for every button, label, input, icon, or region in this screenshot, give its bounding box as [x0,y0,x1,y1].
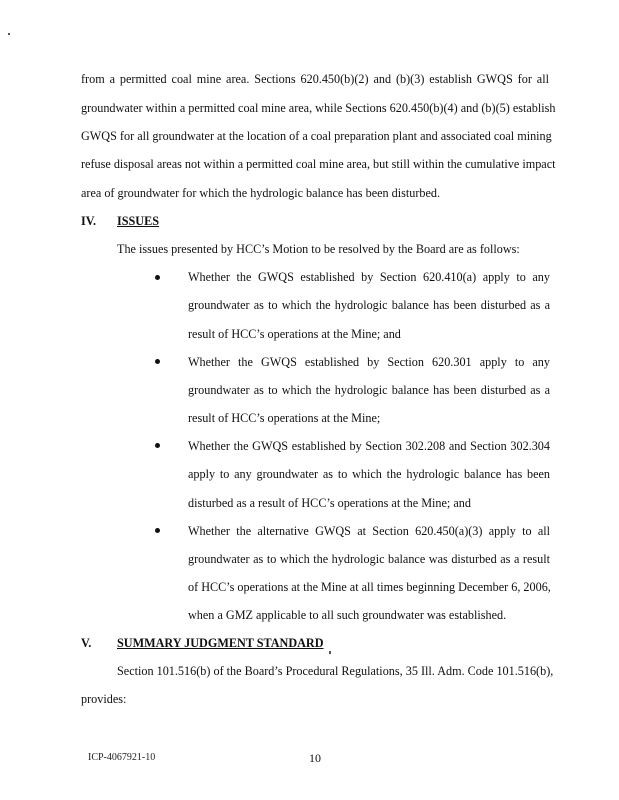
bullet-3-line-3: disturbed as a result of HCC’s operations at the Mine; and [188,496,471,510]
section-iv-lead-in: The issues presented by HCC’s Motion to be resolved by the Board are as follows: [117,242,520,256]
section-v-title: SUMMARY JUDGMENT STANDARD [117,636,324,650]
section-v-number: V. [81,636,92,650]
bullet-2-line-1: Whether the GWQS established by Section 620.301 apply to any [188,355,550,369]
bullet-4-line-1: Whether the alternative GWQS at Section 620.450(a)(3) apply to all [188,524,550,538]
section-iv-title: ISSUES [117,214,160,228]
intro-line-5: area of groundwater for which the hydrologic balance has been disturbed. [81,186,441,200]
page-number: 10 [309,751,321,765]
bullet-3-line-2: apply to any groundwater as to which the hydrologic balance has been [188,467,550,481]
bullet-2-line-3: result of HCC’s operations at the Mine; [188,411,381,425]
scan-speck [329,651,331,654]
intro-line-4: refuse disposal areas not within a permitted coal mine area, but still within the cumulative impact [81,157,556,171]
footer-doc-id: ICP-4067921-10 [88,752,156,763]
bullet-dot [155,359,160,364]
bullet-dot [155,275,160,280]
bullet-4-line-4: when a GMZ applicable to all such groundwater was established. [188,608,507,622]
scan-speck [8,33,10,35]
bullet-1-line-2: groundwater as to which the hydrologic balance has been disturbed as a [188,298,550,312]
bullet-3-line-1: Whether the GWQS established by Section 302.208 and Section 302.304 [188,439,550,453]
intro-line-1: from a permitted coal mine area. Sections 620.450(b)(2) and (b)(3) establish GWQS for all [81,72,549,86]
intro-line-3: GWQS for all groundwater at the location of a coal preparation plant and associated coal mining [81,129,552,143]
section-iv-number: IV. [81,214,97,228]
section-v-line-2: provides: [81,692,127,706]
bullet-2-line-2: groundwater as to which the hydrologic balance has been disturbed as a [188,383,550,397]
bullet-4-line-3: of HCC’s operations at the Mine at all times beginning December 6, 2006, [188,580,551,594]
bullet-1-line-1: Whether the GWQS established by Section 620.410(a) apply to any [188,270,550,284]
bullet-dot [155,443,160,448]
section-v-line-1: Section 101.516(b) of the Board’s Procedural Regulations, 35 Ill. Adm. Code 101.516(b), [117,664,554,678]
bullet-1-line-3: result of HCC’s operations at the Mine; and [188,327,401,341]
bullet-4-line-2: groundwater as to which the hydrologic balance was disturbed as a result [188,552,550,566]
bullet-dot [155,528,160,533]
intro-line-2: groundwater within a permitted coal mine area, while Sections 620.450(b)(4) and (b)(5) establish [81,101,556,115]
